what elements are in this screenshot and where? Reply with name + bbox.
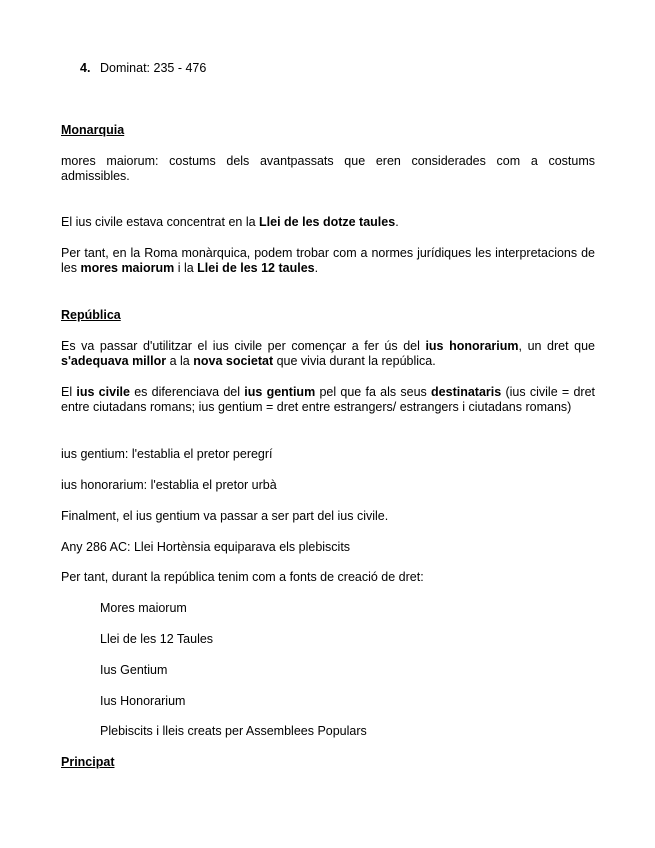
bold-text: ius honorarium [425, 339, 519, 353]
source-item: Ius Gentium [100, 663, 168, 677]
bold-text: ius civile [76, 385, 130, 399]
text: , un dret que [518, 339, 595, 353]
text: . [395, 215, 399, 229]
paragraph-ius-honorarium-pretor: ius honorarium: l'establia el pretor urbà [61, 478, 277, 492]
source-item: Mores maiorum [100, 601, 187, 615]
paragraph-fonts-intro: Per tant, durant la república tenim com a fonts de creació de dret: [61, 570, 424, 584]
bold-text: mores maiorum [80, 261, 175, 275]
paragraph-roma-monarquica [61, 246, 595, 276]
source-item: Ius Honorarium [100, 694, 186, 708]
text: que vivia durant la república. [273, 354, 436, 368]
text: (ius civile = dret entre ciutadans romans; ius gentium = dret entre estrangers/ estrangers i ciutadans romans) [61, 385, 595, 414]
paragraph-llei-hortensia: Any 286 AC: Llei Hortènsia equiparava els plebiscits [61, 540, 351, 554]
paragraph-ius-civile [61, 215, 595, 230]
text: pel que fa als seus [315, 385, 432, 399]
text: i la [174, 261, 198, 275]
bold-text: Llei de les dotze taules [259, 215, 396, 229]
heading-republica: República [61, 308, 121, 322]
bold-text: s'adequava millor [61, 354, 167, 368]
text: a la [166, 354, 194, 368]
source-item: Llei de les 12 Taules [100, 632, 214, 646]
list-item [80, 61, 614, 76]
paragraph-ius-gentium: ius gentium: l'establia el pretor peregrí [61, 447, 273, 461]
text: . [314, 261, 319, 275]
bold-text: ius gentium [244, 385, 316, 399]
heading-monarquia: Monarquia [61, 123, 125, 137]
list-number: 4. [80, 61, 91, 75]
paragraph-mores-maiorum: mores maiorum: costums dels avantpassats que eren considerades com a costums admissibles. [61, 154, 595, 183]
list-text: Dominat: 235 - 476 [100, 61, 207, 75]
paragraph-finalment: Finalment, el ius gentium va passar a ser part del ius civile. [61, 509, 389, 523]
heading-principat: Principat [61, 755, 115, 769]
text: El ius civile estava concentrat en la [61, 215, 260, 229]
bold-text: nova societat [193, 354, 274, 368]
text: Per tant, en la Roma monàrquica, podem trobar com a normes jurídiques les interpretacions de les [61, 246, 595, 275]
bold-text: Llei de les 12 taules [197, 261, 315, 275]
text: Es va passar d'utilitzar el ius civile per començar a fer ús del [61, 339, 426, 353]
source-item: Plebiscits i lleis creats per Assemblees Populars [100, 724, 367, 738]
bold-text: destinataris [431, 385, 502, 399]
text: El [61, 385, 77, 399]
paragraph-ius-civile-gentium [61, 385, 595, 415]
paragraph-ius-honorarium [61, 339, 595, 369]
text: es diferenciava del [129, 385, 245, 399]
